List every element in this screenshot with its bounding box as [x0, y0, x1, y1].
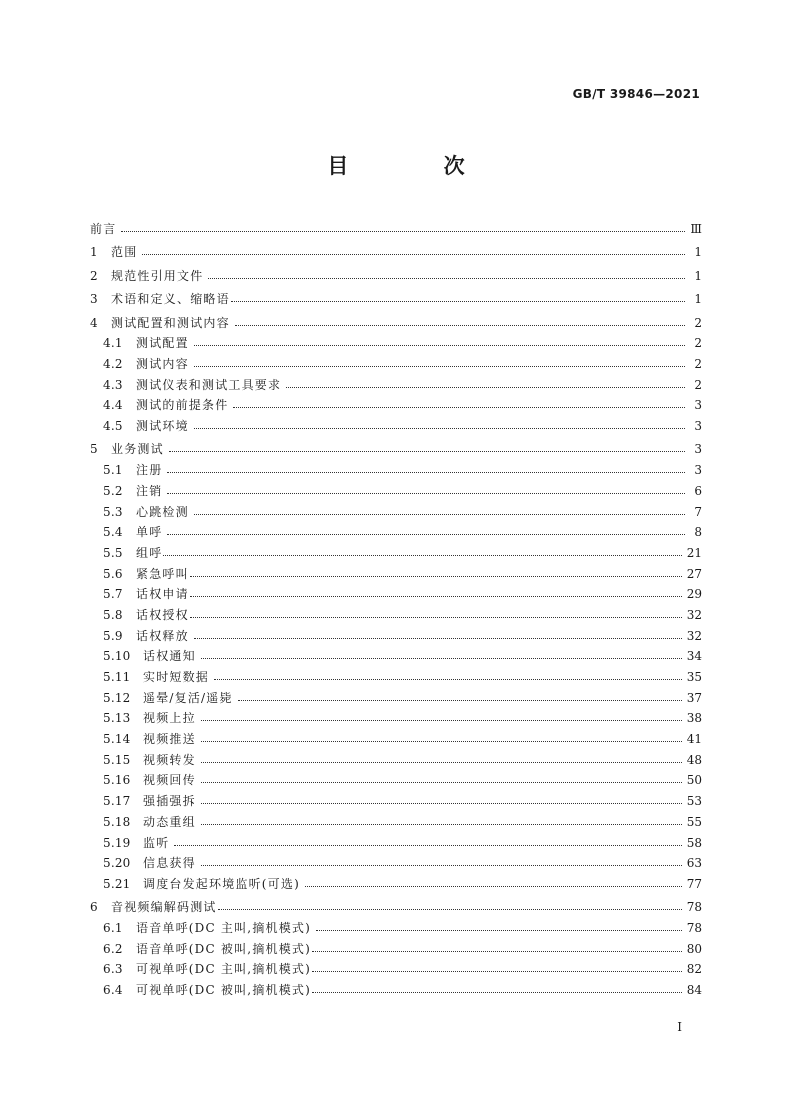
toc-entry-page: 2: [694, 356, 702, 371]
toc-dot-leader: [194, 638, 682, 639]
toc-entry[interactable]: [90, 808, 702, 829]
toc-entry-page: 58: [686, 835, 702, 850]
toc-entry-page: 78: [686, 900, 702, 915]
toc-entry-page: 32: [686, 628, 702, 643]
toc-dot-leader: [286, 387, 685, 388]
toc-dot-leader: [163, 555, 681, 556]
toc-entry-page: 41: [686, 732, 702, 747]
toc-entry-title: 单呼: [136, 525, 163, 540]
toc-entry[interactable]: [90, 581, 702, 602]
toc-dot-leader: [169, 451, 685, 452]
toc-entry-number: 3: [90, 292, 98, 306]
toc-entry-page: 3: [694, 442, 702, 457]
toc-entry-page: 38: [686, 711, 702, 726]
toc-entry[interactable]: [90, 259, 702, 283]
toc-entry[interactable]: [90, 392, 702, 413]
toc-entry-number: 5.11: [103, 670, 131, 684]
toc-entry-title: 术语和定义、缩略语: [111, 292, 230, 306]
toc-entry[interactable]: [90, 787, 702, 808]
toc-entry[interactable]: [90, 850, 702, 871]
toc-entry-title: 测试配置和测试内容: [111, 315, 230, 330]
toc-entry[interactable]: [90, 477, 702, 498]
toc-entry-title: 监听: [143, 835, 170, 850]
toc-entry-number: 2: [90, 268, 98, 283]
toc-entry-number: 5.8: [103, 607, 123, 622]
toc-entry[interactable]: [90, 306, 702, 330]
toc-entry[interactable]: [90, 601, 702, 622]
toc-entry[interactable]: [90, 643, 702, 664]
toc-entry-number: 4: [90, 315, 98, 330]
table-of-contents: [90, 212, 702, 997]
toc-entry[interactable]: [90, 433, 702, 457]
toc-dot-leader: [201, 741, 682, 742]
toc-entry-number: 5.21: [103, 876, 131, 891]
toc-entry-number: 6.4: [103, 983, 123, 998]
toc-entry-title: 语音单呼(DC 被叫,摘机模式): [136, 941, 311, 956]
toc-entry-title: 强插强拆: [143, 794, 196, 809]
toc-entry-page: 80: [686, 941, 702, 956]
toc-entry-number: 4.2: [103, 356, 123, 371]
toc-entry-page: 2: [694, 377, 702, 392]
toc-entry-page: 53: [686, 794, 702, 809]
toc-entry-page: 77: [686, 876, 702, 891]
toc-dot-leader: [305, 886, 682, 887]
toc-entry-page: 37: [686, 690, 702, 705]
toc-entry-number: 5.12: [103, 690, 131, 705]
toc-dot-leader: [201, 658, 682, 659]
toc-dot-leader: [190, 617, 682, 618]
toc-entry-title: 语音单呼(DC 主叫,摘机模式): [136, 921, 311, 936]
toc-dot-leader: [194, 366, 685, 367]
toc-entry-page: 3: [694, 463, 702, 478]
toc-entry-title: 可视单呼(DC 主叫,摘机模式): [136, 962, 311, 977]
toc-entry[interactable]: [90, 412, 702, 433]
toc-entry[interactable]: [90, 746, 702, 767]
toc-entry[interactable]: [90, 212, 702, 236]
toc-entry-title: 测试仪表和测试工具要求: [136, 377, 282, 392]
toc-entry-number: 6.1: [103, 921, 123, 936]
toc-entry-page: 48: [686, 752, 702, 767]
toc-entry[interactable]: [90, 622, 702, 643]
toc-entry[interactable]: [90, 456, 702, 477]
toc-entry-page: 27: [686, 566, 702, 581]
toc-dot-leader: [201, 803, 682, 804]
toc-dot-leader: [201, 824, 682, 825]
toc-entry-page: 1: [694, 245, 702, 259]
toc-entry-page: 2: [694, 336, 702, 351]
toc-entry-number: 5.6: [103, 566, 123, 581]
toc-entry-number: 4.3: [103, 377, 123, 392]
page-number: I: [677, 1020, 682, 1034]
toc-dot-leader: [201, 865, 682, 866]
toc-entry-number: 6.3: [103, 962, 123, 977]
toc-entry-page: 3: [694, 398, 702, 413]
toc-dot-leader: [194, 345, 685, 346]
toc-entry-page: 55: [686, 814, 702, 829]
toc-entry-number: 5.2: [103, 483, 123, 498]
toc-entry[interactable]: [90, 663, 702, 684]
toc-entry-title: 测试的前提条件: [136, 398, 229, 413]
toc-dot-leader: [201, 782, 682, 783]
toc-entry-number: 5.9: [103, 628, 123, 643]
toc-entry-page: 29: [686, 587, 702, 602]
toc-entry[interactable]: [90, 829, 702, 850]
toc-entry-title: 音视频编解码测试: [111, 900, 217, 915]
toc-entry-title: 视频上拉: [143, 711, 196, 726]
toc-entry[interactable]: [90, 330, 702, 351]
toc-entry-title: 视频推送: [143, 732, 196, 747]
toc-dot-leader: [174, 845, 681, 846]
toc-entry-title: 注销: [136, 483, 163, 498]
toc-entry-number: 6.2: [103, 941, 123, 956]
toc-entry-title: 话权通知: [143, 649, 196, 664]
toc-entry[interactable]: [90, 236, 702, 260]
toc-entry[interactable]: [90, 725, 702, 746]
toc-dot-leader: [190, 576, 682, 577]
toc-entry[interactable]: [90, 891, 702, 915]
toc-entry-number: 5: [90, 442, 98, 457]
toc-entry-number: 1: [90, 245, 98, 259]
toc-entry[interactable]: [90, 684, 702, 705]
toc-entry[interactable]: [90, 976, 702, 997]
toc-entry-title: 话权申请: [136, 587, 189, 602]
toc-entry-page: 34: [686, 649, 702, 664]
toc-entry-page: 8: [694, 525, 702, 540]
toc-entry[interactable]: [90, 914, 702, 935]
toc-entry-number: 5.16: [103, 773, 131, 788]
toc-entry-number: 5.3: [103, 504, 123, 519]
toc-entry[interactable]: [90, 539, 702, 560]
toc-entry-number: 5.10: [103, 649, 131, 664]
toc-entry-page: 21: [686, 545, 702, 560]
toc-entry[interactable]: [90, 705, 702, 726]
toc-entry-number: 5.18: [103, 814, 131, 829]
toc-entry-title: 视频回传: [143, 773, 196, 788]
toc-dot-leader: [121, 231, 685, 232]
toc-entry[interactable]: [90, 767, 702, 788]
toc-entry-page: 7: [694, 504, 702, 519]
toc-entry-title: 前言: [90, 221, 117, 236]
toc-entry-page: 2: [694, 315, 702, 330]
toc-entry-number: 4.1: [103, 336, 123, 351]
toc-entry-title: 注册: [136, 463, 163, 478]
toc-entry-title: 测试配置: [136, 336, 189, 351]
toc-entry-number: 5.7: [103, 587, 123, 602]
toc-entry[interactable]: [90, 350, 702, 371]
toc-entry-page: 82: [686, 962, 702, 977]
toc-entry-title: 话权授权: [136, 607, 189, 622]
toc-entry-title: 遥晕/复活/遥毙: [143, 690, 233, 705]
toc-entry-page: 32: [686, 607, 702, 622]
toc-entry-number: 5.4: [103, 525, 123, 540]
toc-entry-title: 实时短数据: [143, 670, 210, 684]
toc-entry-page: 6: [694, 483, 702, 498]
toc-entry[interactable]: [90, 519, 702, 540]
toc-entry-number: 5.13: [103, 711, 131, 726]
toc-dot-leader: [201, 762, 682, 763]
toc-entry-title: 规范性引用文件: [111, 268, 204, 283]
toc-entry-number: 5.1: [103, 463, 123, 478]
toc-dot-leader: [167, 493, 685, 494]
toc-entry[interactable]: [90, 283, 702, 307]
toc-entry-title: 动态重组: [143, 814, 196, 829]
toc-dot-leader: [235, 325, 685, 326]
toc-entry[interactable]: [90, 935, 702, 956]
toc-entry-number: 5.17: [103, 794, 131, 809]
toc-entry-number: 5.19: [103, 835, 131, 850]
toc-entry-page: 63: [686, 856, 702, 871]
toc-entry-title: 测试环境: [136, 418, 189, 433]
toc-entry-title: 组呼: [136, 545, 163, 560]
toc-entry-page: 3: [694, 418, 702, 433]
toc-dot-leader: [233, 407, 685, 408]
toc-dot-leader: [167, 472, 685, 473]
toc-entry-title: 测试内容: [136, 356, 189, 371]
toc-dot-leader: [238, 700, 682, 701]
toc-entry-title: 紧急呼叫: [136, 566, 189, 581]
toc-entry-page: 84: [686, 983, 702, 998]
toc-entry[interactable]: [90, 560, 702, 581]
page-title: 目 次: [327, 154, 509, 178]
toc-entry-number: 5.14: [103, 732, 131, 747]
toc-dot-leader: [214, 679, 682, 680]
toc-entry-page: 78: [686, 921, 702, 936]
toc-dot-leader: [312, 951, 682, 952]
toc-dot-leader: [208, 278, 685, 279]
toc-entry[interactable]: [90, 956, 702, 977]
toc-dot-leader: [167, 534, 685, 535]
toc-dot-leader: [194, 428, 685, 429]
toc-entry-title: 话权释放: [136, 628, 189, 643]
toc-entry-page: 35: [686, 670, 702, 684]
toc-entry-title: 业务测试: [111, 442, 164, 457]
toc-dot-leader: [316, 930, 682, 931]
toc-entry-number: 5.15: [103, 752, 131, 767]
toc-entry-title: 范围: [111, 245, 138, 259]
toc-entry-page: 1: [694, 268, 702, 283]
toc-dot-leader: [190, 596, 682, 597]
toc-dot-leader: [218, 909, 682, 910]
toc-entry-page: 50: [686, 773, 702, 788]
standard-code: GB/T 39846—2021: [572, 87, 700, 101]
toc-entry[interactable]: [90, 870, 702, 891]
toc-entry-number: 6: [90, 900, 98, 915]
toc-entry-page: 1: [694, 292, 702, 306]
toc-entry-title: 视频转发: [143, 752, 196, 767]
toc-entry-number: 5.5: [103, 545, 123, 560]
toc-entry-title: 心跳检测: [136, 504, 189, 519]
toc-entry-title: 调度台发起环境监听(可选): [143, 876, 300, 891]
toc-dot-leader: [201, 720, 682, 721]
toc-dot-leader: [312, 992, 682, 993]
toc-entry[interactable]: [90, 371, 702, 392]
toc-entry-number: 4.5: [103, 418, 123, 433]
toc-entry-number: 5.20: [103, 856, 131, 871]
toc-dot-leader: [194, 514, 685, 515]
toc-entry-page: Ⅲ: [690, 221, 702, 236]
toc-dot-leader: [142, 254, 685, 255]
toc-entry[interactable]: [90, 498, 702, 519]
toc-entry-title: 可视单呼(DC 被叫,摘机模式): [136, 983, 311, 998]
toc-entry-title: 信息获得: [143, 856, 196, 871]
toc-dot-leader: [231, 301, 685, 302]
toc-entry-number: 4.4: [103, 398, 123, 413]
toc-dot-leader: [312, 971, 682, 972]
